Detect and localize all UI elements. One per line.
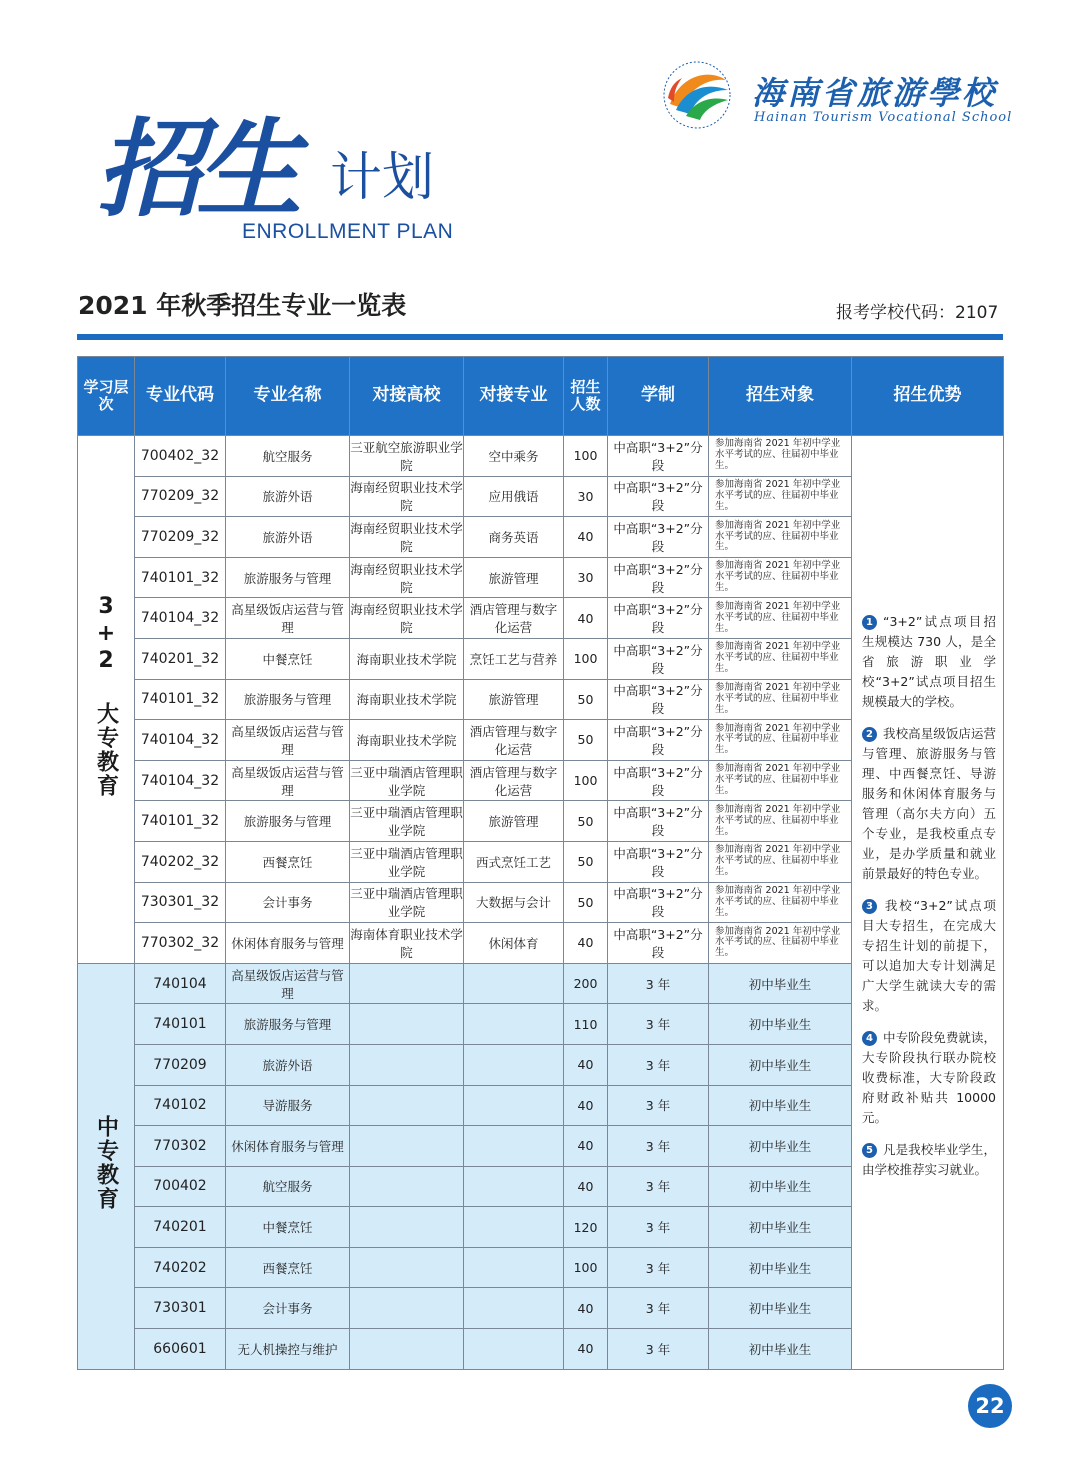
advantage-text: “3+2”试点项目招生规模达 730 人，是全省旅游职业学校“3+2”试点项目招生规模最大的学校。: [862, 614, 996, 710]
cell-major: 旅游管理: [464, 557, 564, 598]
advantage-number: 4: [862, 1031, 877, 1046]
cell-target: 参加海南省 2021 年初中学业水平考试的应、往届初中毕业生。: [709, 841, 852, 882]
cell-count: 100: [564, 1247, 608, 1288]
advantage-number: 1: [862, 615, 877, 630]
cell-target: 初中毕业生: [709, 1329, 852, 1370]
cell-major: [464, 1247, 564, 1288]
cell-code: 740104_32: [135, 760, 226, 801]
cell-code: 770209: [135, 1044, 226, 1085]
cell-target: 初中毕业生: [709, 1247, 852, 1288]
cell-major: [464, 1329, 564, 1370]
cell-name: 会计事务: [226, 1288, 350, 1329]
cell-system: 中高职“3+2”分段: [608, 882, 709, 923]
header-code: 专业代码: [135, 357, 226, 436]
cell-major: [464, 1166, 564, 1207]
cell-system: 3 年: [608, 1207, 709, 1248]
cell-school: [350, 1126, 464, 1167]
cell-target: 参加海南省 2021 年初中学业水平考试的应、往届初中毕业生。: [709, 923, 852, 964]
cell-major: 旅游管理: [464, 801, 564, 842]
cell-name: 高星级饭店运营与管理: [226, 963, 350, 1004]
level-label-32: 3+2 大专教育: [93, 594, 119, 799]
cell-system: 3 年: [608, 1126, 709, 1167]
cell-code: 740101_32: [135, 801, 226, 842]
page-title-sub: 计划: [330, 148, 435, 208]
cell-system: 3 年: [608, 1004, 709, 1045]
cell-target: 初中毕业生: [709, 1288, 852, 1329]
cell-count: 30: [564, 476, 608, 517]
cell-major: 旅游管理: [464, 679, 564, 720]
cell-school: 海南职业技术学院: [350, 720, 464, 761]
cell-major: 酒店管理与数字化运营: [464, 760, 564, 801]
page-title-en: ENROLLMENT PLAN: [242, 220, 454, 243]
cell-count: 50: [564, 720, 608, 761]
cell-system: 中高职“3+2”分段: [608, 760, 709, 801]
page-number: 22: [968, 1384, 1012, 1428]
cell-name: 无人机操控与维护: [226, 1329, 350, 1370]
advantage-number: 2: [862, 727, 877, 742]
cell-name: 旅游外语: [226, 1044, 350, 1085]
advantage-text: 我校高星级饭店运营与管理、旅游服务与管理、中西餐烹饪、导游服务和休闲体育服务与管理（高尔夫方向）五个专业，是我校重点专业，是办学质量和就业前景最好的特色专业。: [862, 726, 996, 882]
cell-target: 参加海南省 2021 年初中学业水平考试的应、往届初中毕业生。: [709, 679, 852, 720]
school-name-en: Hainan Tourism Vocational School: [754, 110, 1013, 125]
cell-school: 三亚中瑞酒店管理职业学院: [350, 882, 464, 923]
cell-code: 740104: [135, 963, 226, 1004]
cell-code: 770209_32: [135, 517, 226, 558]
cell-system: 中高职“3+2”分段: [608, 476, 709, 517]
cell-count: 50: [564, 679, 608, 720]
cell-code: 740104_32: [135, 598, 226, 639]
cell-system: 中高职“3+2”分段: [608, 923, 709, 964]
cell-target: 初中毕业生: [709, 963, 852, 1004]
cell-target: 初中毕业生: [709, 1004, 852, 1045]
cell-target: 初中毕业生: [709, 1166, 852, 1207]
document-title: 2021 年秋季招生专业一览表: [78, 291, 407, 320]
cell-name: 导游服务: [226, 1085, 350, 1126]
cell-name: 西餐烹饪: [226, 1247, 350, 1288]
cell-count: 40: [564, 1085, 608, 1126]
cell-school: 三亚航空旅游职业学院: [350, 436, 464, 477]
cell-school: [350, 1085, 464, 1126]
cell-name: 高星级饭店运营与管理: [226, 760, 350, 801]
cell-code: 700402_32: [135, 436, 226, 477]
cell-code: 740104_32: [135, 720, 226, 761]
cell-count: 100: [564, 436, 608, 477]
table-header-row: [78, 357, 1004, 436]
advantage-item: [862, 724, 996, 884]
cell-name: 旅游服务与管理: [226, 801, 350, 842]
page-title-main: 招生: [96, 106, 296, 231]
cell-code: 770302: [135, 1126, 226, 1167]
cell-system: 中高职“3+2”分段: [608, 557, 709, 598]
cell-target: 参加海南省 2021 年初中学业水平考试的应、往届初中毕业生。: [709, 720, 852, 761]
cell-code: 730301_32: [135, 882, 226, 923]
cell-major: 商务英语: [464, 517, 564, 558]
cell-major: 西式烹饪工艺: [464, 841, 564, 882]
cell-name: 中餐烹饪: [226, 1207, 350, 1248]
cell-name: 航空服务: [226, 1166, 350, 1207]
cell-name: 航空服务: [226, 436, 350, 477]
header-advantage: 招生优势: [852, 357, 1004, 436]
cell-code: 740102: [135, 1085, 226, 1126]
cell-name: 中餐烹饪: [226, 638, 350, 679]
school-name-cn: 海南省旅游學校: [752, 74, 998, 112]
cell-major: [464, 1004, 564, 1045]
advantage-text: 我校“3+2”试点项目大专招生，在完成大专招生计划的前提下，可以追加大专计划满足广大学生就读大专的需求。: [862, 898, 996, 1014]
advantage-item: [862, 1140, 996, 1180]
cell-system: 中高职“3+2”分段: [608, 517, 709, 558]
cell-count: 120: [564, 1207, 608, 1248]
cell-target: 初中毕业生: [709, 1085, 852, 1126]
cell-major: 应用俄语: [464, 476, 564, 517]
cell-code: 740101_32: [135, 679, 226, 720]
cell-target: 参加海南省 2021 年初中学业水平考试的应、往届初中毕业生。: [709, 476, 852, 517]
cell-count: 40: [564, 1288, 608, 1329]
title-divider: [77, 334, 1003, 340]
cell-major: 酒店管理与数字化运营: [464, 720, 564, 761]
cell-name: 旅游外语: [226, 476, 350, 517]
advantage-text: 中专阶段免费就读，大专阶段执行联办院校收费标准，大专阶段政府财政补贴共 10000 元。: [862, 1030, 996, 1126]
cell-code: 700402: [135, 1166, 226, 1207]
cell-count: 40: [564, 517, 608, 558]
cell-system: 3 年: [608, 1329, 709, 1370]
school-emblem-icon: [656, 58, 738, 132]
cell-school: 三亚中瑞酒店管理职业学院: [350, 841, 464, 882]
cell-school: [350, 1207, 464, 1248]
cell-system: 中高职“3+2”分段: [608, 638, 709, 679]
advantage-number: 5: [862, 1143, 877, 1158]
cell-code: 660601: [135, 1329, 226, 1370]
cell-code: 740201_32: [135, 638, 226, 679]
cell-system: 中高职“3+2”分段: [608, 598, 709, 639]
cell-school: [350, 1044, 464, 1085]
header-level: 学习层次: [78, 357, 135, 436]
cell-system: 中高职“3+2”分段: [608, 841, 709, 882]
cell-major: [464, 1044, 564, 1085]
cell-name: 旅游服务与管理: [226, 557, 350, 598]
cell-system: 3 年: [608, 1247, 709, 1288]
cell-code: 740101: [135, 1004, 226, 1045]
cell-target: 参加海南省 2021 年初中学业水平考试的应、往届初中毕业生。: [709, 882, 852, 923]
cell-target: 初中毕业生: [709, 1126, 852, 1167]
cell-count: 50: [564, 801, 608, 842]
cell-major: 休闲体育: [464, 923, 564, 964]
cell-count: 40: [564, 1166, 608, 1207]
cell-target: 初中毕业生: [709, 1207, 852, 1248]
cell-system: 3 年: [608, 963, 709, 1004]
header-school: 对接高校: [350, 357, 464, 436]
school-logo: [656, 58, 1016, 138]
cell-system: 中高职“3+2”分段: [608, 436, 709, 477]
cell-system: 中高职“3+2”分段: [608, 679, 709, 720]
cell-school: 海南体育职业技术学院: [350, 923, 464, 964]
cell-major: [464, 1085, 564, 1126]
advantage-number: 3: [862, 899, 877, 914]
cell-school: 海南职业技术学院: [350, 679, 464, 720]
cell-system: 3 年: [608, 1044, 709, 1085]
cell-school: 海南经贸职业技术学院: [350, 517, 464, 558]
cell-count: 30: [564, 557, 608, 598]
cell-count: 40: [564, 923, 608, 964]
cell-count: 50: [564, 882, 608, 923]
cell-name: 西餐烹饪: [226, 841, 350, 882]
cell-major: 酒店管理与数字化运营: [464, 598, 564, 639]
advantage-item: [862, 896, 996, 1016]
cell-system: 3 年: [608, 1288, 709, 1329]
cell-count: 40: [564, 598, 608, 639]
cell-system: 3 年: [608, 1166, 709, 1207]
cell-count: 100: [564, 760, 608, 801]
level-cell-32: [78, 436, 135, 964]
advantage-item: [862, 612, 996, 712]
cell-school: 海南经贸职业技术学院: [350, 598, 464, 639]
header-target: 招生对象: [709, 357, 852, 436]
cell-code: 740101_32: [135, 557, 226, 598]
cell-major: 大数据与会计: [464, 882, 564, 923]
cell-name: 休闲体育服务与管理: [226, 1126, 350, 1167]
cell-major: [464, 1126, 564, 1167]
school-code: 报考学校代码：2107: [836, 303, 999, 323]
cell-school: 三亚中瑞酒店管理职业学院: [350, 760, 464, 801]
cell-name: 旅游服务与管理: [226, 1004, 350, 1045]
advantage-text: 凡是我校毕业学生，由学校推荐实习就业。: [862, 1142, 996, 1178]
cell-code: 740202_32: [135, 841, 226, 882]
header-count: 招生人数: [564, 357, 608, 436]
header-system: 学制: [608, 357, 709, 436]
level-cell-zz: [78, 963, 135, 1369]
cell-school: [350, 963, 464, 1004]
cell-major: [464, 963, 564, 1004]
cell-name: 高星级饭店运营与管理: [226, 598, 350, 639]
cell-count: 110: [564, 1004, 608, 1045]
cell-school: 海南经贸职业技术学院: [350, 476, 464, 517]
cell-target: 初中毕业生: [709, 1044, 852, 1085]
enrollment-table: [77, 356, 1004, 1370]
advantages-cell: [852, 436, 1004, 1370]
cell-target: 参加海南省 2021 年初中学业水平考试的应、往届初中毕业生。: [709, 517, 852, 558]
cell-count: 40: [564, 1044, 608, 1085]
cell-count: 100: [564, 638, 608, 679]
cell-target: 参加海南省 2021 年初中学业水平考试的应、往届初中毕业生。: [709, 557, 852, 598]
level-label-zz: 中专教育: [93, 1115, 119, 1212]
cell-name: 会计事务: [226, 882, 350, 923]
cell-school: [350, 1247, 464, 1288]
cell-target: 参加海南省 2021 年初中学业水平考试的应、往届初中毕业生。: [709, 638, 852, 679]
cell-code: 740202: [135, 1247, 226, 1288]
cell-code: 740201: [135, 1207, 226, 1248]
cell-school: [350, 1166, 464, 1207]
cell-system: 中高职“3+2”分段: [608, 720, 709, 761]
table-row: [78, 436, 1004, 477]
cell-system: 中高职“3+2”分段: [608, 801, 709, 842]
cell-school: 海南经贸职业技术学院: [350, 557, 464, 598]
cell-school: 三亚中瑞酒店管理职业学院: [350, 801, 464, 842]
cell-major: [464, 1288, 564, 1329]
cell-count: 50: [564, 841, 608, 882]
header-major: 对接专业: [464, 357, 564, 436]
cell-target: 参加海南省 2021 年初中学业水平考试的应、往届初中毕业生。: [709, 760, 852, 801]
cell-name: 旅游外语: [226, 517, 350, 558]
cell-target: 参加海南省 2021 年初中学业水平考试的应、往届初中毕业生。: [709, 436, 852, 477]
cell-system: 3 年: [608, 1085, 709, 1126]
cell-major: [464, 1207, 564, 1248]
cell-name: 旅游服务与管理: [226, 679, 350, 720]
cell-code: 730301: [135, 1288, 226, 1329]
cell-count: 200: [564, 963, 608, 1004]
cell-target: 参加海南省 2021 年初中学业水平考试的应、往届初中毕业生。: [709, 598, 852, 639]
cell-school: 海南职业技术学院: [350, 638, 464, 679]
cell-name: 高星级饭店运营与管理: [226, 720, 350, 761]
cell-school: [350, 1004, 464, 1045]
advantage-item: [862, 1028, 996, 1128]
cell-code: 770209_32: [135, 476, 226, 517]
cell-count: 40: [564, 1126, 608, 1167]
cell-school: [350, 1329, 464, 1370]
cell-major: 烹饪工艺与营养: [464, 638, 564, 679]
cell-target: 参加海南省 2021 年初中学业水平考试的应、往届初中毕业生。: [709, 801, 852, 842]
cell-major: 空中乘务: [464, 436, 564, 477]
cell-count: 40: [564, 1329, 608, 1370]
cell-school: [350, 1288, 464, 1329]
cell-code: 770302_32: [135, 923, 226, 964]
cell-name: 休闲体育服务与管理: [226, 923, 350, 964]
header-name: 专业名称: [226, 357, 350, 436]
